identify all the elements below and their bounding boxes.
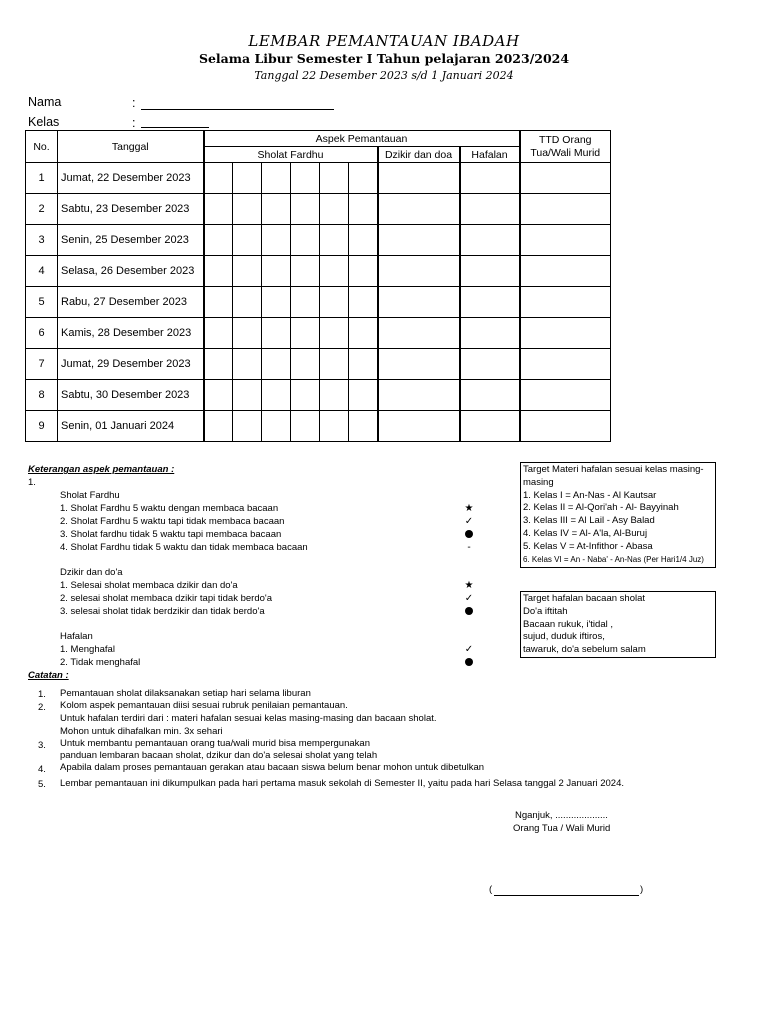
ttd-cell[interactable]: [520, 225, 611, 256]
row-number: 3: [26, 225, 58, 256]
row-number: 9: [26, 411, 58, 442]
catatan-line: Lembar pemantauan ini dikumpulkan pada hari pertama masuk sekolah di Semester II, yaitu pada hari Selasa tanggal 2 Januari 2024.: [60, 778, 625, 789]
nama-colon: :: [132, 96, 136, 110]
check-icon: ✓: [464, 644, 474, 655]
target-materi-line: 5. Kelas V = At-Infithor - Abasa: [523, 540, 653, 552]
ttd-cell[interactable]: [520, 287, 611, 318]
monitoring-table: [25, 130, 611, 442]
sholat-cell[interactable]: [349, 256, 378, 287]
hafalan-heading: Hafalan: [60, 631, 93, 642]
target-sholat-line: Target hafalan bacaan sholat: [523, 593, 646, 604]
sholat-item: 3. Sholat fardhu tidak 5 waktu tapi membaca bacaan: [60, 529, 282, 540]
ttd-cell[interactable]: [520, 349, 611, 380]
sholat-cell[interactable]: [204, 411, 233, 442]
sholat-cell[interactable]: [291, 194, 320, 225]
keterangan-heading: Keterangan aspek pemantauan :: [28, 464, 175, 475]
sholat-cell[interactable]: [349, 411, 378, 442]
sholat-cell[interactable]: [233, 256, 262, 287]
catatan-line: panduan lembaran bacaan sholat, dzikur dan do'a selesai sholat yang telah: [60, 750, 378, 761]
hafalan-cell[interactable]: [460, 318, 520, 349]
catatan-line: Apabila dalam proses pemantauan gerakan atau bacaan siswa belum benar mohon untuk dibetulkan: [60, 762, 485, 773]
sholat-cell[interactable]: [349, 194, 378, 225]
star-icon: ★: [464, 580, 474, 591]
target-sholat-box: [520, 591, 716, 658]
sholat-cell[interactable]: [262, 163, 291, 194]
document-subtitle: Selama Libur Semester I Tahun pelajaran 2023/2024: [198, 51, 570, 66]
sholat-cell[interactable]: [233, 163, 262, 194]
table-row: [26, 256, 611, 287]
check-icon: ✓: [464, 593, 474, 604]
sholat-item: 2. Sholat Fardhu 5 waktu tapi tidak membaca bacaan: [60, 516, 285, 527]
sholat-cell[interactable]: [262, 225, 291, 256]
sholat-cell[interactable]: [349, 380, 378, 411]
target-sholat-line: tawaruk, do'a sebelum salam: [523, 644, 646, 656]
sholat-cell[interactable]: [320, 163, 349, 194]
dzikir-cell[interactable]: [378, 163, 460, 194]
target-materi-line: masing: [523, 476, 554, 488]
star-icon: ★: [464, 503, 474, 514]
sholat-cell[interactable]: [291, 287, 320, 318]
catatan-line: Mohon untuk dihafalkan min. 3x sehari: [60, 726, 223, 737]
sholat-cell[interactable]: [349, 349, 378, 380]
hafalan-item: 2. Tidak menghafal: [60, 657, 141, 668]
sholat-cell[interactable]: [320, 225, 349, 256]
header-tanggal: Tanggal: [58, 131, 204, 163]
sholat-cell[interactable]: [291, 163, 320, 194]
sholat-cell[interactable]: [291, 411, 320, 442]
sholat-cell[interactable]: [320, 256, 349, 287]
sholat-cell[interactable]: [320, 380, 349, 411]
ttd-cell[interactable]: [520, 380, 611, 411]
sholat-cell[interactable]: [204, 287, 233, 318]
kelas-colon: :: [132, 116, 136, 130]
sholat-cell[interactable]: [320, 318, 349, 349]
header-hafalan: Hafalan: [460, 147, 520, 163]
sholat-cell[interactable]: [291, 349, 320, 380]
sholat-cell[interactable]: [233, 287, 262, 318]
header-sholat: Sholat Fardhu: [204, 147, 378, 163]
signature-place: Nganjuk, ....................: [515, 810, 608, 821]
table-row: [26, 318, 611, 349]
signature-line[interactable]: [494, 884, 639, 896]
row-date: Kamis, 28 Desember 2023: [58, 318, 204, 349]
ttd-cell[interactable]: [520, 256, 611, 287]
row-number: 7: [26, 349, 58, 380]
header-no: No.: [26, 131, 58, 163]
sholat-cell[interactable]: [349, 287, 378, 318]
dzikir-cell[interactable]: [378, 349, 460, 380]
catatan-number: 5.: [38, 779, 46, 790]
row-number: 2: [26, 194, 58, 225]
row-date: Senin, 01 Januari 2024: [58, 411, 204, 442]
sholat-cell[interactable]: [262, 349, 291, 380]
catatan-number: 3.: [38, 740, 46, 751]
header-dzikir: Dzikir dan doa: [378, 147, 460, 163]
sholat-cell[interactable]: [233, 380, 262, 411]
sholat-cell[interactable]: [262, 256, 291, 287]
table-row: [26, 411, 611, 442]
hafalan-cell[interactable]: [460, 256, 520, 287]
row-number: 1: [26, 163, 58, 194]
dash-icon: -: [467, 542, 471, 553]
dzikir-item: 2. selesai sholat membaca dzikir tapi tidak berdo'a: [60, 593, 272, 604]
document-title: LEMBAR PEMANTAUAN IBADAH: [248, 32, 520, 50]
target-materi-line: Target Materi hafalan sesuai kelas masing-: [523, 464, 704, 475]
ttd-cell[interactable]: [520, 411, 611, 442]
dzikir-cell[interactable]: [378, 287, 460, 318]
row-date: Senin, 25 Desember 2023: [58, 225, 204, 256]
sholat-cell[interactable]: [204, 256, 233, 287]
dot-icon: [463, 658, 475, 669]
row-number: 8: [26, 380, 58, 411]
dzikir-cell[interactable]: [378, 225, 460, 256]
row-date: Jumat, 22 Desember 2023: [58, 163, 204, 194]
sholat-item: 4. Sholat Fardhu tidak 5 waktu dan tidak membaca bacaan: [60, 542, 308, 553]
dzikir-cell[interactable]: [378, 380, 460, 411]
header-ttd: TTD Orang Tua/Wali Murid: [520, 131, 611, 163]
ttd-cell[interactable]: [520, 318, 611, 349]
sholat-cell[interactable]: [204, 194, 233, 225]
nama-label: Nama: [28, 95, 62, 109]
ttd-cell[interactable]: [520, 194, 611, 225]
dot-icon: [463, 607, 475, 618]
table-row: [26, 349, 611, 380]
sholat-cell[interactable]: [320, 411, 349, 442]
keterangan-number: 1.: [28, 477, 36, 488]
sholat-cell[interactable]: [204, 349, 233, 380]
table-row: [26, 380, 611, 411]
catatan-heading: Catatan :: [28, 670, 69, 681]
hafalan-cell[interactable]: [460, 349, 520, 380]
sholat-cell[interactable]: [233, 225, 262, 256]
ttd-cell[interactable]: [520, 163, 611, 194]
hafalan-cell[interactable]: [460, 380, 520, 411]
catatan-line: Untuk hafalan terdiri dari : materi hafalan sesuai kelas masing-masing dan bacaan sholat.: [60, 713, 437, 724]
hafalan-cell[interactable]: [460, 411, 520, 442]
sholat-cell[interactable]: [262, 194, 291, 225]
sholat-cell[interactable]: [233, 318, 262, 349]
table-row: [26, 163, 611, 194]
row-date: Rabu, 27 Desember 2023: [58, 287, 204, 318]
signature-role: Orang Tua / Wali Murid: [513, 823, 611, 834]
hafalan-cell[interactable]: [460, 163, 520, 194]
row-date: Sabtu, 30 Desember 2023: [58, 380, 204, 411]
catatan-line: Untuk membantu pemantauan orang tua/wali murid bisa mempergunakan: [60, 738, 370, 749]
dzikir-cell[interactable]: [378, 194, 460, 225]
target-materi-line: 4. Kelas IV = Al- A'la, Al-Buruj: [523, 527, 648, 539]
target-sholat-line: sujud, duduk iftiros,: [523, 631, 605, 643]
sholat-cell[interactable]: [320, 287, 349, 318]
target-sholat-line: Bacaan rukuk, i'tidal ,: [523, 618, 613, 630]
dot-icon: [463, 530, 475, 541]
sholat-cell[interactable]: [204, 163, 233, 194]
sholat-cell[interactable]: [262, 411, 291, 442]
dzikir-item: 3. selesai sholat tidak berdzikir dan tidak berdo'a: [60, 606, 265, 617]
kelas-field[interactable]: [141, 115, 209, 128]
sholat-cell[interactable]: [320, 194, 349, 225]
sholat-cell[interactable]: [291, 318, 320, 349]
sholat-cell[interactable]: [291, 256, 320, 287]
dzikir-cell[interactable]: [378, 411, 460, 442]
table-row: [26, 287, 611, 318]
signature-open-paren: (: [489, 884, 493, 895]
catatan-number: 1.: [38, 689, 46, 700]
sholat-item: 1. Sholat Fardhu 5 waktu dengan membaca bacaan: [60, 503, 279, 514]
table-row: [26, 194, 611, 225]
header-aspek: Aspek Pemantauan: [204, 131, 520, 147]
sholat-cell[interactable]: [349, 225, 378, 256]
row-date: Sabtu, 23 Desember 2023: [58, 194, 204, 225]
target-materi-line: 2. Kelas II = Al-Qori'ah - Al- Bayyinah: [523, 502, 679, 514]
sholat-cell[interactable]: [262, 318, 291, 349]
dzikir-cell[interactable]: [378, 318, 460, 349]
target-materi-box: [520, 462, 716, 568]
sholat-cell[interactable]: [233, 194, 262, 225]
row-number: 6: [26, 318, 58, 349]
hafalan-cell[interactable]: [460, 287, 520, 318]
sholat-cell[interactable]: [233, 411, 262, 442]
target-materi-line: 1. Kelas I = An-Nas - Al Kautsar: [523, 489, 657, 501]
target-sholat-line: Do'a iftitah: [523, 605, 568, 617]
row-number: 4: [26, 256, 58, 287]
sholat-cell[interactable]: [291, 380, 320, 411]
sholat-cell[interactable]: [262, 380, 291, 411]
sholat-cell[interactable]: [262, 287, 291, 318]
dzikir-heading: Dzikir dan do'a: [60, 567, 123, 578]
check-icon: ✓: [464, 516, 474, 527]
sholat-cell[interactable]: [233, 349, 262, 380]
signature-close-paren: ): [640, 884, 644, 895]
sholat-cell[interactable]: [320, 349, 349, 380]
hafalan-cell[interactable]: [460, 225, 520, 256]
table-row: [26, 225, 611, 256]
nama-field[interactable]: [141, 97, 334, 110]
catatan-line: Pemantauan sholat dilaksanakan setiap hari selama liburan: [60, 688, 311, 699]
sholat-cell[interactable]: [204, 225, 233, 256]
hafalan-cell[interactable]: [460, 194, 520, 225]
target-materi-line: 3. Kelas III = Al Lail - Asy Balad: [523, 515, 655, 527]
sholat-heading: Sholat Fardhu: [60, 490, 120, 501]
sholat-cell[interactable]: [204, 380, 233, 411]
catatan-number: 4.: [38, 764, 46, 775]
row-date: Jumat, 29 Desember 2023: [58, 349, 204, 380]
catatan-line: Kolom aspek pemantauan diisi sesuai rubruk penilaian pemantauan.: [60, 700, 348, 711]
date-range: Tanggal 22 Desember 2023 s/d 1 Januari 2024: [254, 69, 514, 82]
sholat-cell[interactable]: [291, 225, 320, 256]
row-date: Selasa, 26 Desember 2023: [58, 256, 204, 287]
row-number: 5: [26, 287, 58, 318]
sholat-cell[interactable]: [204, 318, 233, 349]
dzikir-cell[interactable]: [378, 256, 460, 287]
sholat-cell[interactable]: [349, 163, 378, 194]
kelas-label: Kelas: [28, 115, 60, 129]
dzikir-item: 1. Selesai sholat membaca dzikir dan do'a: [60, 580, 238, 591]
target-materi-line: 6. Kelas VI = An - Naba' - An-Nas (Per Hari1/4 Juz): [523, 554, 704, 564]
sholat-cell[interactable]: [349, 318, 378, 349]
hafalan-item: 1. Menghafal: [60, 644, 115, 655]
catatan-number: 2.: [38, 702, 46, 713]
